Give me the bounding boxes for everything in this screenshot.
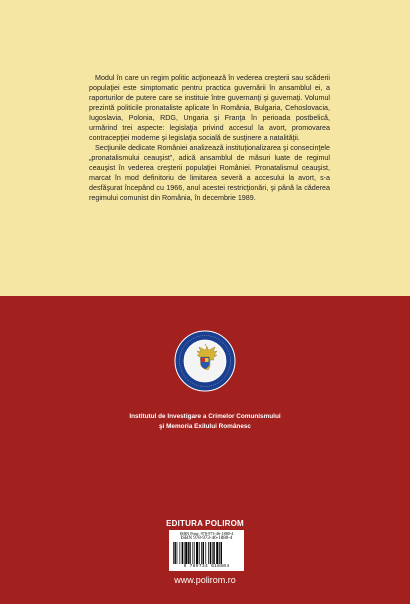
isbn-print: ISBN Print: 978-973-46-1880-4 xyxy=(179,531,234,536)
institute-line-1: Institutul de Investigare a Crimelor Comunismului xyxy=(129,413,281,420)
iiccmer-crest-icon xyxy=(174,330,236,392)
blurb-paragraph-1: Modul în care un regim politic acţionează în vederea creşterii sau scăderii populaţiei este simptomatic pentru practica guvernării în ansamblul ei, a raporturilor de putere care se instituie între guvernanţi şi guvernaţi. Volumul prezintă politicile pronataliste aplicate în România, Bulgaria, Cehoslovacia, Iugoslavia, Polonia, RDG, Ungaria şi Franţa în perioada postbelică, urmărind trei aspecte: legislaţia privind accesul la avort, promovarea contracepţiei moderne şi legislaţia socială de susţinere a natalităţii. xyxy=(89,74,330,142)
barcode-digits: 9 789734 618804 xyxy=(183,564,230,569)
institute-line-2: şi Memoria Exilului Românesc xyxy=(159,422,251,430)
barcode-bars-icon xyxy=(173,542,240,564)
isbn: ISBN 978-973-46-1880-4 xyxy=(180,536,233,541)
blurb-text xyxy=(89,73,330,203)
barcode-label xyxy=(169,530,244,571)
publisher-url: www.polirom.ro xyxy=(174,575,236,585)
blurb-paragraph-2: Secţiunile dedicate României analizează instituţionalizarea şi consecinţele „pronatalismului ceauşist”, adică ansamblul de măsuri luate de regimul ceauşist în vederea creşterii populaţiei României. Pronatalismul ceauşist, marcat în mod definitoriu de limitarea severă a accesului la avort, s-a desfăşurat începând cu 1966, anul acestei restricţionări, şi până la căderea regimului comunist din România, în decembrie 1989. xyxy=(89,144,330,202)
publisher-name: EDITURA POLIROM xyxy=(166,519,244,528)
institute-name xyxy=(0,412,410,431)
